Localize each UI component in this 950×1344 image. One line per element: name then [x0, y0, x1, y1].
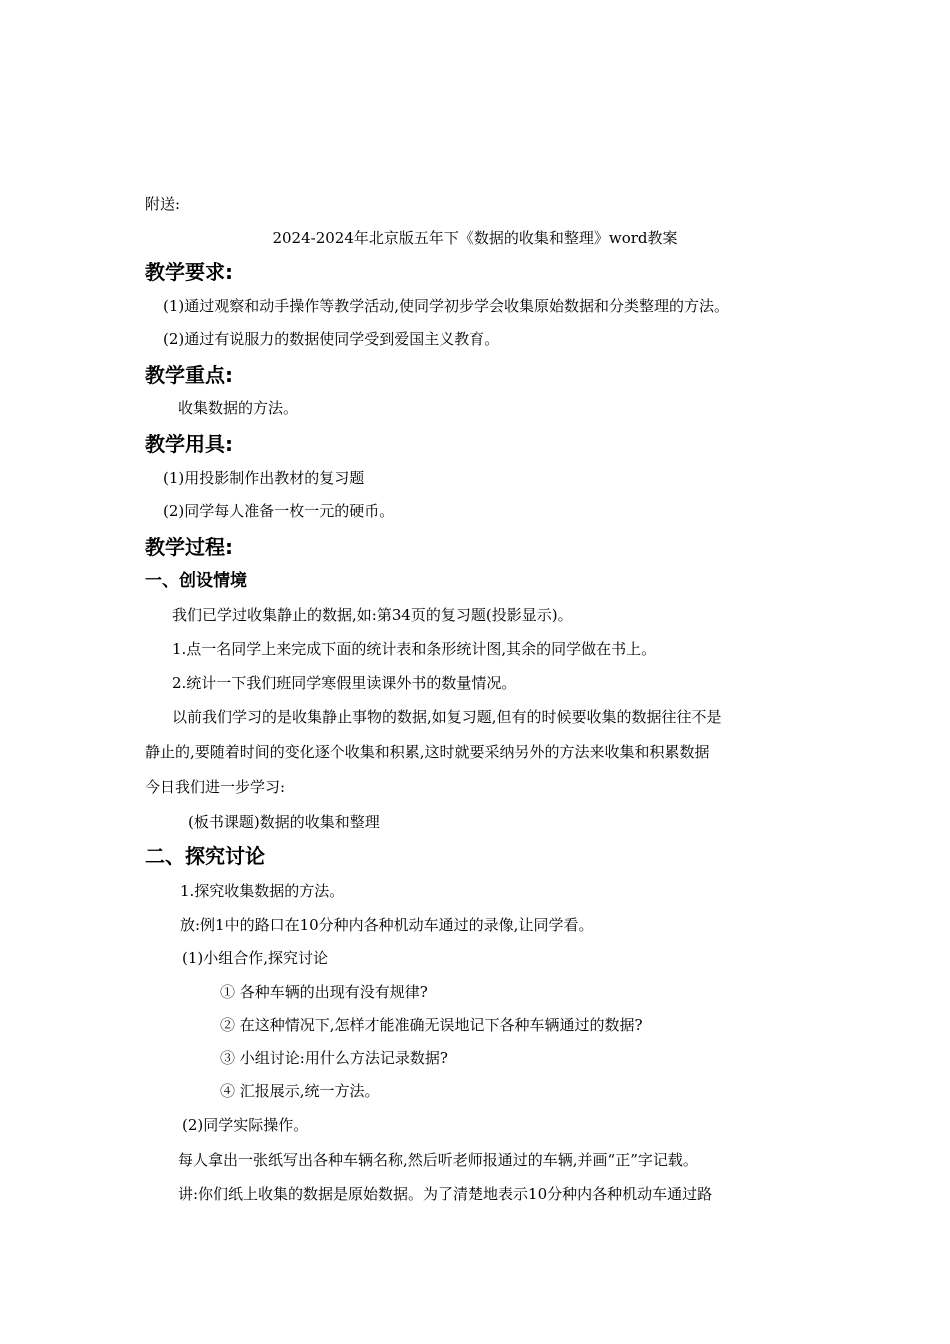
part1-line-2: 1.点一名同学上来完成下面的统计表和条形统计图,其余的同学做在书上。	[172, 640, 657, 658]
tools-item-2: (2)同学每人准备一枚一元的硬币。	[163, 502, 395, 520]
part1-line-5: 静止的,要随着时间的变化逐个收集和积累,这时就要采纳另外的方法来收集和积累数据	[145, 743, 710, 761]
heading-part-2: 二、探究讨论	[145, 844, 265, 868]
part2-line-4: ① 各种车辆的出现有没有规律?	[220, 983, 428, 1001]
requirement-item-2: (2)通过有说服力的数据使同学受到爱国主义教育。	[163, 330, 500, 348]
heading-teaching-requirements: 教学要求:	[145, 260, 233, 284]
part2-line-3: (1)小组合作,探究讨论	[182, 949, 329, 967]
attachment-label: 附送:	[145, 195, 181, 213]
part1-line-7: (板书课题)数据的收集和整理	[188, 813, 380, 831]
part2-line-10: 讲:你们纸上收集的数据是原始数据。为了清楚地表示10分种内各种机动车通过路	[178, 1185, 713, 1203]
part1-line-4: 以前我们学习的是收集静止事物的数据,如复习题,但有的时候要收集的数据往往不是	[172, 708, 722, 726]
part2-line-7: ④ 汇报展示,统一方法。	[220, 1082, 380, 1100]
tools-item-1: (1)用投影制作出教材的复习题	[163, 469, 365, 487]
part2-line-9: 每人拿出一张纸写出各种车辆名称,然后听老师报通过的车辆,并画“正”字记载。	[178, 1151, 698, 1169]
document-title: 2024-2024年北京版五年下《数据的收集和整理》word教案	[272, 229, 678, 247]
heading-teaching-focus: 教学重点:	[145, 363, 233, 387]
focus-text: 收集数据的方法。	[178, 399, 299, 417]
heading-teaching-process: 教学过程:	[145, 535, 233, 559]
part2-line-1: 1.探究收集数据的方法。	[180, 882, 345, 900]
part1-line-6: 今日我们进一步学习:	[145, 778, 286, 796]
part2-line-8: (2)同学实际操作。	[182, 1116, 309, 1134]
part2-line-5: ② 在这种情况下,怎样才能准确无误地记下各种车辆通过的数据?	[220, 1016, 643, 1034]
part2-line-6: ③ 小组讨论:用什么方法记录数据?	[220, 1049, 448, 1067]
requirement-item-1: (1)通过观察和动手操作等教学活动,使同学初步学会收集原始数据和分类整理的方法。	[163, 297, 730, 315]
heading-teaching-tools: 教学用具:	[145, 432, 233, 456]
heading-part-1: 一、创设情境	[145, 571, 247, 591]
part1-line-1: 我们已学过收集静止的数据,如:第34页的复习题(投影显示)。	[172, 606, 573, 624]
part1-line-3: 2.统计一下我们班同学寒假里读课外书的数量情况。	[172, 674, 517, 692]
part2-line-2: 放:例1中的路口在10分种内各种机动车通过的录像,让同学看。	[180, 916, 594, 934]
